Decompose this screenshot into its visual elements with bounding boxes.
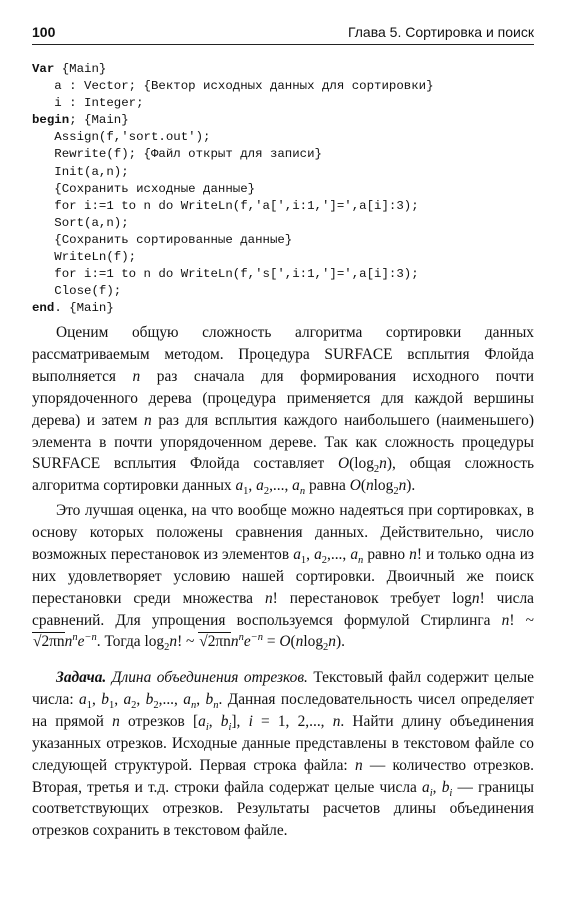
code-text: Close(f); [32, 284, 122, 299]
code-line [32, 164, 542, 181]
paragraph-complexity: Оценим общую сложность алгоритма сортировки данных рассматриваемым методом. Процедура SURFACE всплытия Флойда выполняется n раз сначала для формирования исходного почти упорядоченного дерева (процедура применяется для каждой вершины дерева) и затем n раз для всплытия каждого наибольшего (наименьшего) элемента в почти упорядоченном дереве. Так как сложность процедуры SURFACE всплытия Флойда составляет $O(\log_2n)$, общая сложность алгоритма сортировки данных $a_1$, $a_2$,..., $a_n$ равна O(nlog$_2$n). [32, 324, 534, 498]
paragraph-task: Задача. Длина объединения отрезков. Текстовый файл содержит целые числа: $a_1$, $b_1$, $a_2$, $b_2$,..., $a_n$, $b_n$. Данная последовательность чисел определяет на прямой n отрезков [$a_i$, $b_i$], i = 1, 2,..., n. Найти длину объединения указанных отрезков. Исходные данные представлены в текстовом файле со следующей структурой. Первая строка файла: n — количество отрезков. Вторая, третья и т.д. строки файла содержат целые числа $a_i$, $b_i$ — границы соответствующих отрезков. Результаты расчетов длины объединения отрезков сохранить в текстовом файле. [32, 669, 535, 840]
code-keyword: begin [32, 113, 70, 128]
task-label: Задача. [56, 669, 107, 686]
code-keyword: Var [32, 62, 55, 76]
code-line [32, 198, 542, 215]
page-header [32, 24, 534, 46]
code-text: ; {Main} [69, 113, 129, 128]
code-text: {Сохранить исходные данные} [32, 181, 256, 196]
page-number: 100 [32, 24, 56, 40]
code-line [32, 112, 542, 129]
code-text: for i:=1 to n do WriteLn(f,'s[',i:1,']=',a[i]:3); [32, 267, 419, 282]
code-line [32, 266, 542, 283]
code-line [32, 181, 542, 198]
code-text: Init(a,n); [32, 164, 129, 179]
code-line [32, 300, 542, 317]
code-text: {Сохранить сортированные данные} [32, 232, 293, 247]
code-text: Assign(f,'sort.out'); [32, 130, 211, 145]
paragraph-lower-bound: Это лучшая оценка, на что вообще можно надеяться при сортировках, в основу которых положены сравнения данных. Действительно, число возможных перестановок из элементов $a_1$, $a_2$,..., $a_n$ равно n! и только одна из них удовлетворяет условию нашей сортировки. Двоичный же поиск перестановки среди множества n! перестановок требует logn! числа сравнений. Для упрощения воспользуемся формулой Стирлинга n! ~ $√2\pi nn^ne^{-n}$. Тогда $\log_2n$! ~ $√2\pi nn^ne^{-n} = O(nlog_2n)$. [32, 502, 535, 654]
code-line [32, 129, 542, 146]
code-text: i : Integer; [32, 96, 144, 111]
sqrt-expression-2: √2πn [199, 633, 231, 651]
sqrt-expression: √2πn [33, 633, 65, 651]
code-text: Sort(a,n); [32, 215, 129, 230]
chapter-title: Глава 5. Сортировка и поиск [347, 24, 534, 40]
code-line [32, 232, 542, 249]
header-rule [32, 44, 534, 45]
code-text: a : Vector; {Вектор исходных данных для сортировки} [32, 79, 434, 94]
code-line [32, 215, 542, 232]
code-line [32, 283, 542, 300]
task-title: Длина объединения отрезков. [106, 669, 308, 686]
code-line [32, 61, 542, 78]
code-line [32, 146, 542, 163]
code-line [32, 78, 542, 95]
code-text: {Main} [54, 62, 107, 76]
code-text: for i:=1 to n do WriteLn(f,'a[',i:1,']=',a[i]:3); [32, 198, 419, 213]
code-text: Rewrite(f); {Файл открыт для записи} [32, 147, 322, 162]
code-listing [32, 61, 542, 317]
code-line [32, 249, 542, 266]
code-keyword: end [32, 301, 55, 316]
code-text: WriteLn(f); [32, 250, 137, 265]
code-text: . {Main} [54, 301, 114, 316]
code-line [32, 95, 542, 112]
